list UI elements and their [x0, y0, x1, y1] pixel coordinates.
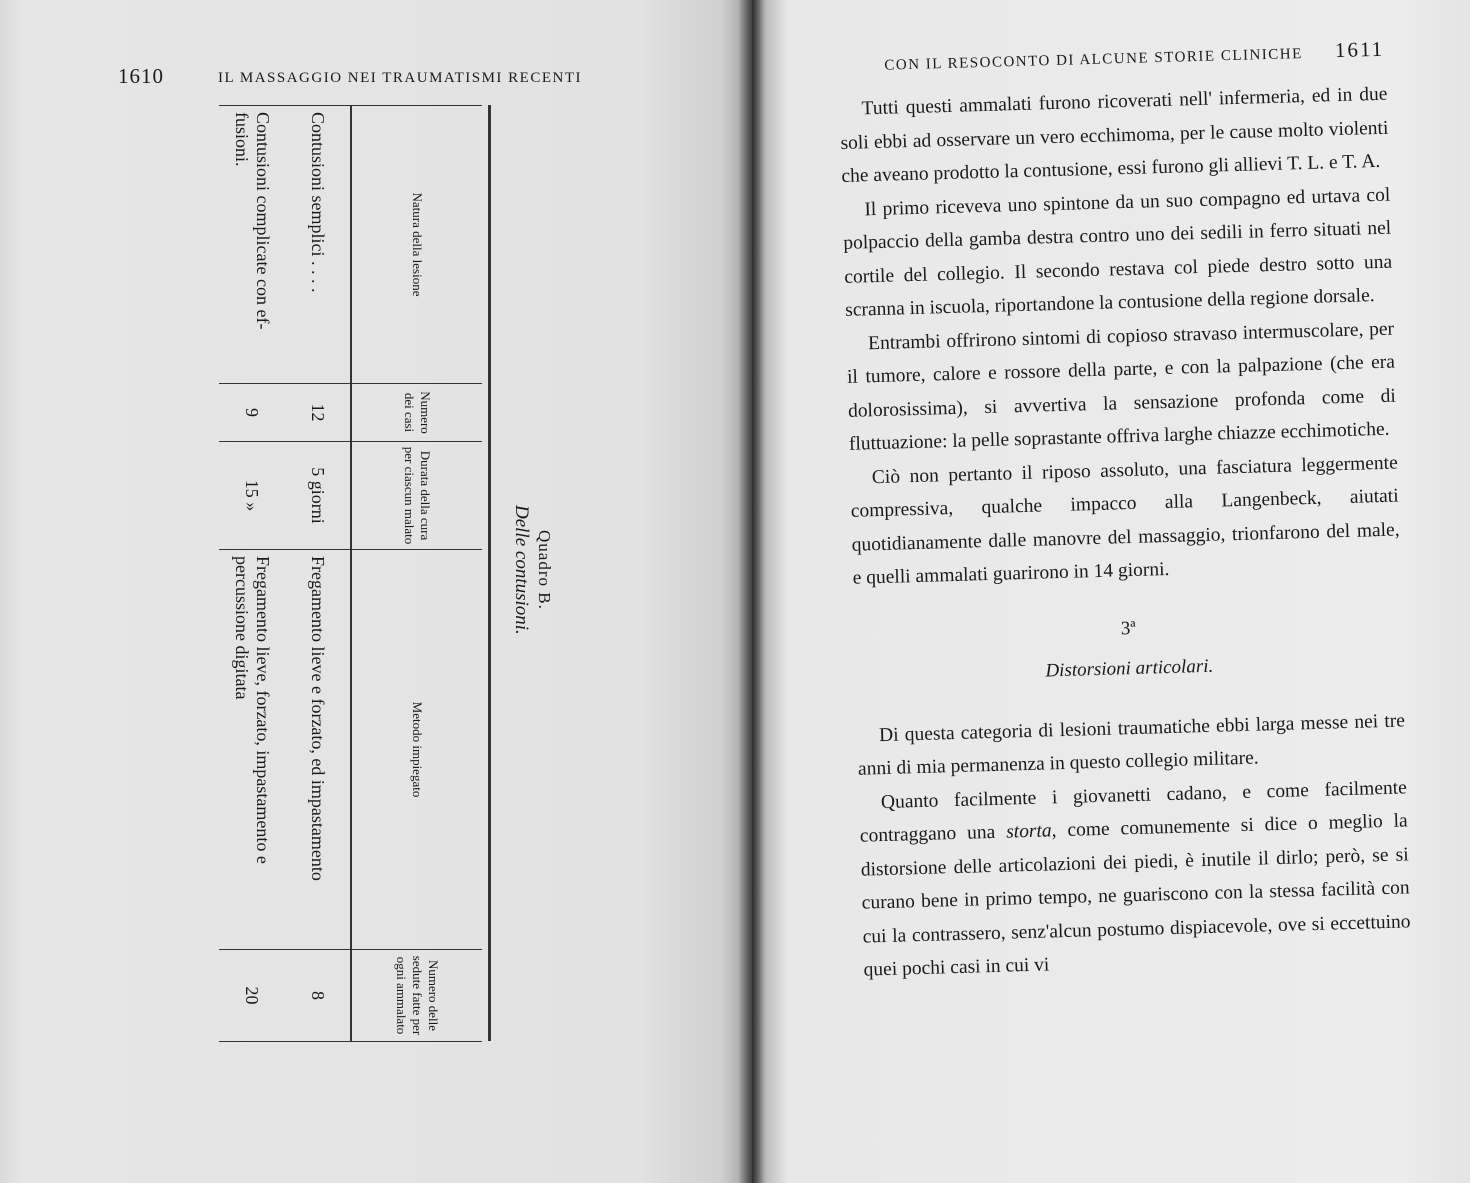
header-metodo: Metodo impiegato: [351, 550, 482, 950]
running-head-left: IL MASSAGGIO NEI TRAUMATISMI RECENTI: [218, 70, 582, 86]
paragraph: Entrambi offrirono sintomi di copioso stravaso intermuscolare, per il tumore, calore e rossore della parte, e con la palpazione (che era dolorosissima), si avvertiva la sensazione profonda come di fluttuazione: la pelle soprastante offriva larghe chiazze ecchimotiche.: [846, 318, 1397, 455]
cell-numero-casi: 9: [219, 384, 285, 442]
section-number: 3ª: [1120, 617, 1136, 639]
cell-sedute: 8: [285, 950, 351, 1042]
header-numero-casi: Numero dei casi: [351, 384, 482, 442]
paragraph: Ciò non pertanto il riposo assoluto, una fasciatura leggermente compressiva, qualche impacco alla Langenbeck, aiutati quotidianamente dalle manovre del massaggio, trionfarono del male, e quelli ammalati guarirono in 14 giorni.: [850, 452, 1400, 589]
cell-sedute: 20: [219, 950, 285, 1042]
cell-natura: Contusioni complicate con ef-fusioni.: [219, 106, 285, 384]
paragraph-text: Quanto facilmente i giovanetti cadano, e come facilmente contraggano una: [859, 776, 1408, 847]
table-top-rule: [488, 105, 491, 1041]
paragraph-last: [859, 771, 1412, 987]
table-row: [219, 106, 285, 1042]
book-gutter: [738, 0, 764, 1183]
page-number-right: 1611: [1334, 36, 1385, 63]
italic-word: storta: [1005, 820, 1052, 843]
right-page-body: [838, 37, 1412, 987]
header-natura: Natura della lesione: [351, 106, 482, 384]
paragraph: Tutti questi ammalati furono ricoverati nell' infermeria, ed in due soli ebbi ad osservare un vero ecchimoma, per le cause molto violenti che aveano prodotto la contusione, essi furono gli allievi T. L. e T. A.: [840, 83, 1389, 187]
section-title: Distorsioni articolari.: [1045, 655, 1214, 681]
paragraph-text: , come comunemente si dice o meglio la distorsione delle articolazioni dei piedi, è inutile il dirlo; però, se si curano bene in primo tempo, ne guariscono con la stessa facilità con cui la contrassero, senz'alcun postumo dispiacevole, ove si eccettuino quei pochi casi in cui vi: [860, 810, 1411, 981]
table-header-row: [351, 106, 482, 1042]
cell-natura: Contusioni semplici . . . .: [285, 106, 351, 384]
running-head-right-text: CON IL RESOCONTO DI ALCUNE STORIE CLINICHE: [884, 46, 1304, 74]
table-row: [285, 106, 351, 1042]
table-caption: Quadro B.: [535, 530, 554, 610]
table-subtitle: Delle contusioni.: [511, 505, 532, 635]
paragraph: Il primo riceveva uno spintone da un suo compagno ed urtava col polpaccio della gamba destra contro uno dei sedili in ferro situati nel cortile del collegio. Il secondo restava col piede destro sotto una scranna in iscuola, riportandone la contusione della regione dorsale.: [843, 184, 1393, 321]
cell-durata: 15 »: [219, 442, 285, 550]
contusion-table: [220, 105, 482, 1041]
cell-metodo: Fregamento lieve e forzato, ed impastamento: [285, 550, 351, 950]
header-durata: Durata della cura per ciascun malato: [351, 442, 482, 550]
cell-durata: 5 giorni: [285, 442, 351, 550]
cell-numero-casi: 12: [285, 384, 351, 442]
cell-metodo: Fregamento lieve, forzato, impastamento e percussione digitata: [219, 550, 285, 950]
paragraph: Di questa categoria di lesioni traumatiche ebbi larga messe nei tre anni di mia permanenza in questo collegio militare.: [857, 709, 1406, 780]
page-number-left: 1610: [118, 64, 164, 88]
header-sedute: Numero delle sedute fatte per ogni ammalato: [351, 950, 482, 1042]
